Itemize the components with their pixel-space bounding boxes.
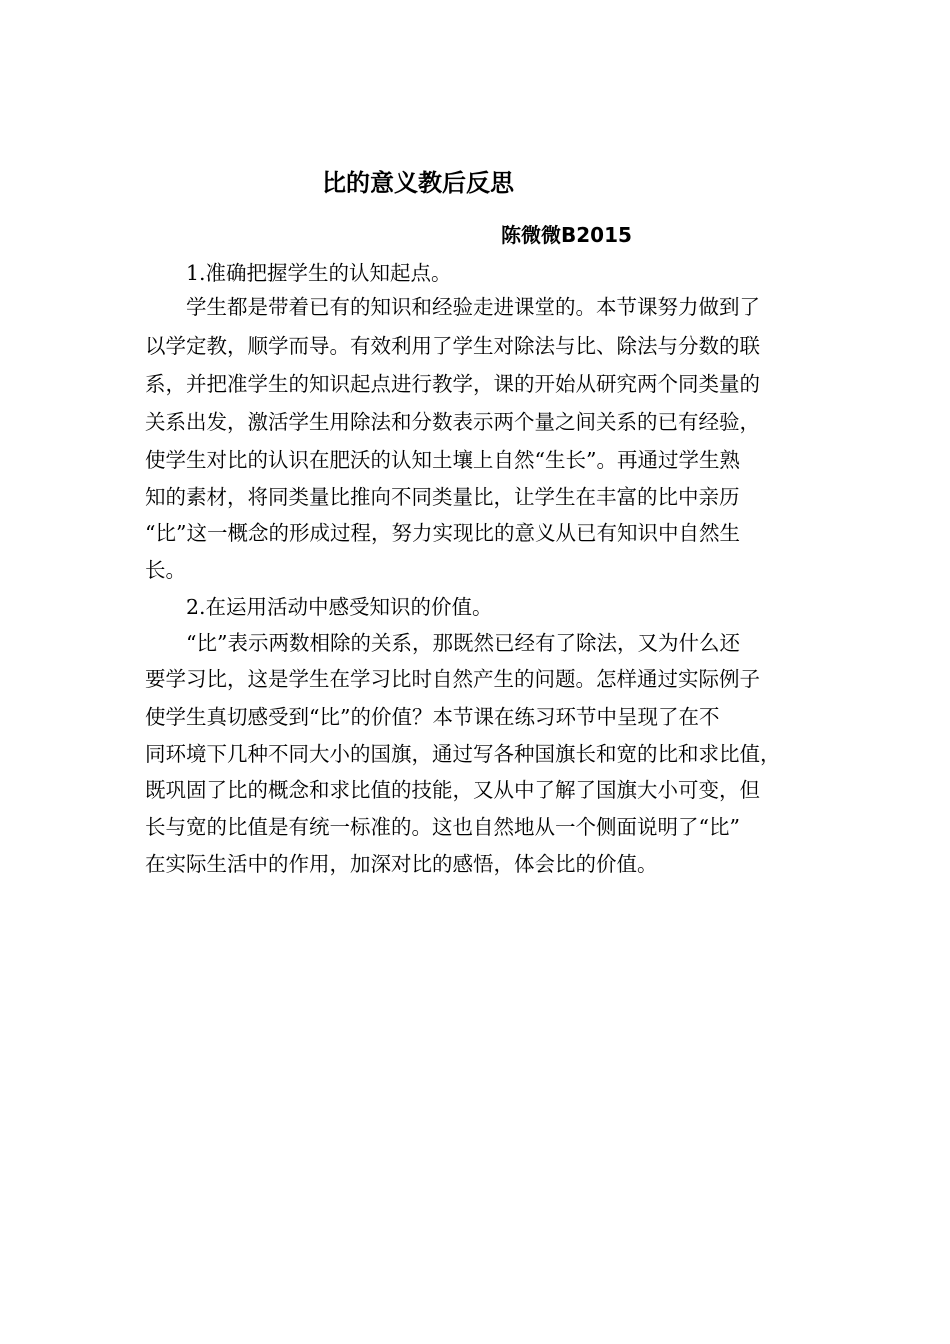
document-title: 比的意义教后反思 xyxy=(322,169,514,197)
paragraph-1-line-4: 关系出发，激活学生用除法和分数表示两个量之间关系的已有经验， xyxy=(145,410,760,434)
paragraph-2-line-4: 同环境下几种不同大小的国旗，通过写各种国旗长和宽的比和求比值， xyxy=(145,742,781,766)
paragraph-1-line-8: 长。 xyxy=(145,558,186,582)
author-line: 陈微微B2015 xyxy=(501,223,632,247)
paragraph-1-line-6: 知的素材，将同类量比推向不同类量比，让学生在丰富的比中亲历 xyxy=(145,485,740,509)
paragraph-2-line-3: 使学生真切感受到“比”的价值？本节课在练习环节中呈现了在不 xyxy=(145,705,720,729)
paragraph-1-line-2: 以学定教，顺学而导。有效利用了学生对除法与比、除法与分数的联 xyxy=(145,334,760,358)
paragraph-2-line-2: 要学习比，这是学生在学习比时自然产生的问题。怎样通过实际例子 xyxy=(145,667,760,691)
heading-2: 2.在运用活动中感受知识的价值。 xyxy=(186,595,493,619)
heading-1: 1.准确把握学生的认知起点。 xyxy=(186,261,452,285)
paragraph-2-line-1: “比”表示两数相除的关系，那既然已经有了除法，又为什么还 xyxy=(186,631,740,655)
paragraph-1-line-3: 系，并把准学生的知识起点进行教学，课的开始从研究两个同类量的 xyxy=(145,372,760,396)
paragraph-1-line-1: 学生都是带着已有的知识和经验走进课堂的。本节课努力做到了 xyxy=(186,295,760,319)
paragraph-1-line-7: “比”这一概念的形成过程，努力实现比的意义从已有知识中自然生 xyxy=(145,521,740,545)
paragraph-2-line-7: 在实际生活中的作用，加深对比的感悟，体会比的价值。 xyxy=(145,852,658,876)
paragraph-2-line-5: 既巩固了比的概念和求比值的技能，又从中了解了国旗大小可变，但 xyxy=(145,778,760,802)
paragraph-1-line-5: 使学生对比的认识在肥沃的认知土壤上自然“生长”。再通过学生熟 xyxy=(145,448,740,472)
paragraph-2-line-6: 长与宽的比值是有统一标准的。这也自然地从一个侧面说明了“比” xyxy=(145,815,740,839)
